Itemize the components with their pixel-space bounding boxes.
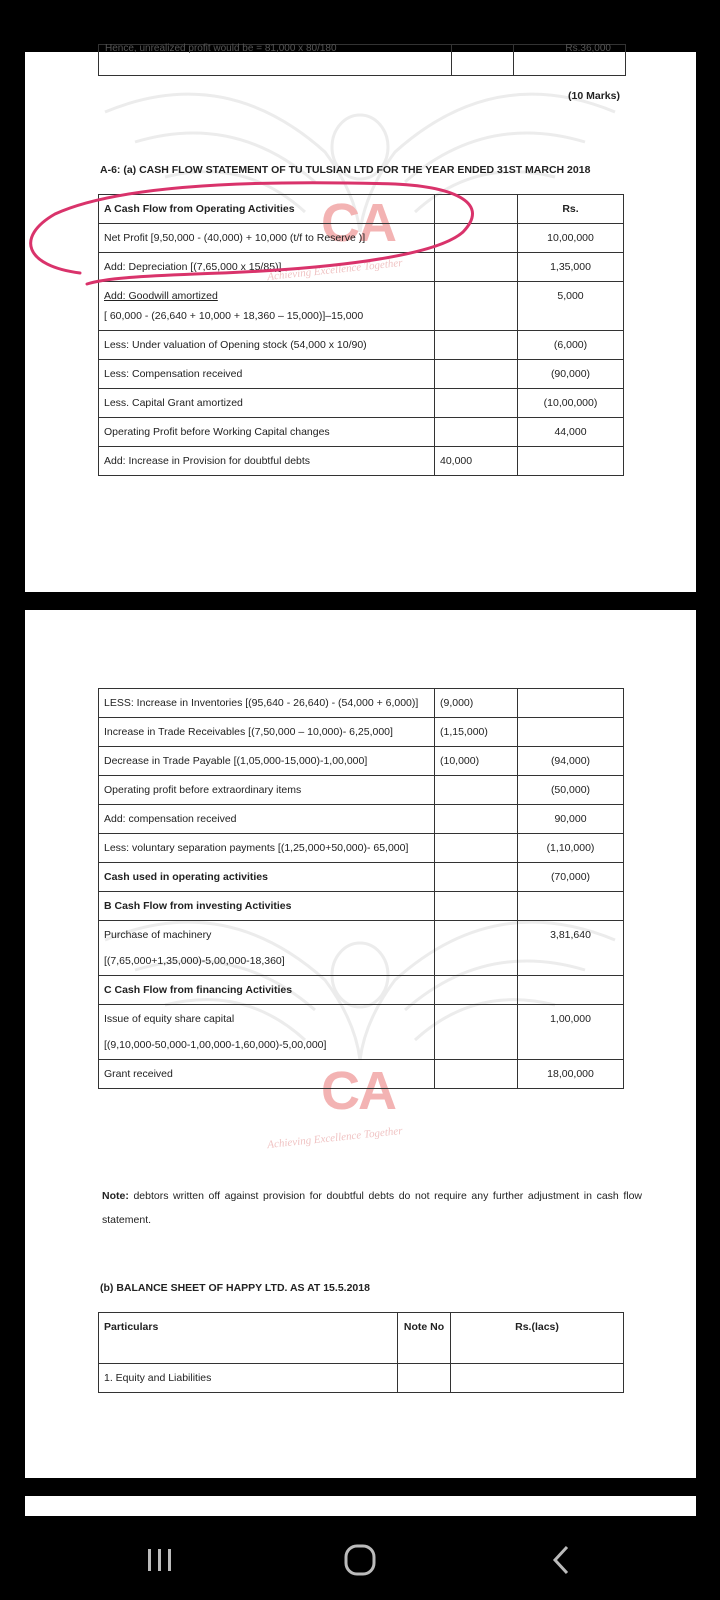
watermark-tagline: Achieving Excellence Together [266,1124,404,1152]
row-description: Net Profit [9,50,000 - (40,000) + 10,000 (t/f to Reserve )] [99,224,435,253]
table-row [99,892,624,921]
unrealized-profit-amount: Rs.36,000 [565,43,611,54]
row-description: Add: Depreciation [(7,65,000 x 15/85)] [99,253,435,282]
row-mid-amount [435,389,518,418]
back-icon [547,1543,577,1577]
table-row [99,1364,624,1393]
row-amount: 1,00,000 [518,1005,624,1060]
note-text: debtors written off against provision for doubtful debts do not require any further adjustment in cash flow statement. [102,1190,642,1226]
row-amount [518,447,624,476]
row-mid-amount: (10,000) [435,747,518,776]
row-mid-amount [435,863,518,892]
watermark-logo: CA [321,1061,395,1121]
back-button[interactable] [532,1538,592,1582]
row-description: C Cash Flow from financing Activities [99,976,435,1005]
row-description: Operating Profit before Working Capital changes [99,418,435,447]
row-description: Less: voluntary separation payments [(1,25,000+50,000)- 65,000] [99,834,435,863]
row-amount: 5,000 [518,282,624,331]
row-mid-amount [435,253,518,282]
row-mid-amount: (9,000) [435,689,518,718]
row-description [99,921,435,976]
row-mid-amount [435,331,518,360]
watermark-tagline: Achieving Excellence Together [266,256,404,284]
table-row [99,447,624,476]
row-amount: 3,81,640 [518,921,624,976]
table-row [99,776,624,805]
row-description: Add: compensation received [99,805,435,834]
row-description: Less. Capital Grant amortized [99,389,435,418]
row-amount: (6,000) [518,331,624,360]
row-mid-amount [435,805,518,834]
row-mid-amount [435,1005,518,1060]
row-description: Grant received [99,1060,435,1089]
table-row [99,418,624,447]
row-mid-amount [435,834,518,863]
note-paragraph [102,1184,642,1232]
home-button[interactable] [330,1538,390,1582]
row-particulars: 1. Equity and Liabilities [99,1364,398,1393]
table-row [99,253,624,282]
row-amount [518,718,624,747]
row-mid-amount: (1,15,000) [435,718,518,747]
document-page-3 [25,1496,696,1516]
row-amount [451,1364,624,1393]
goodwill-calculation: [ 60,000 - (26,640 + 10,000 + 18,360 – 15,000)]–15,000 [104,310,364,322]
row-description: Decrease in Trade Payable [(1,05,000-15,000)-1,00,000] [99,747,435,776]
row-mid-amount: 40,000 [435,447,518,476]
row-mid-amount [435,418,518,447]
row-mid-amount [435,224,518,253]
marks-label: (10 Marks) [568,90,620,102]
table-row [99,805,624,834]
document-page-1 [25,43,696,592]
table-row [99,195,624,224]
row-mid-amount [435,1060,518,1089]
row-amount: (94,000) [518,747,624,776]
header-amount: Rs.(lacs) [451,1313,624,1364]
table-row [99,747,624,776]
unrealized-profit-text: Hence, unrealized profit would be = 81,000 x 80/180 [105,43,337,54]
row-amount: (90,000) [518,360,624,389]
balance-sheet-table [98,1312,624,1393]
row-mid-amount [435,195,518,224]
row-amount: 10,00,000 [518,224,624,253]
equity-issue-calculation: [(9,10,000-50,000-1,00,000-1,60,000)-5,00,000] [104,1039,327,1051]
home-icon [343,1543,377,1577]
recent-apps-button[interactable] [130,1538,190,1582]
table-row [99,863,624,892]
table-row [99,1060,624,1089]
row-amount: 44,000 [518,418,624,447]
row-mid-amount [435,360,518,389]
row-amount [518,892,624,921]
header-particulars: Particulars [99,1313,398,1364]
row-description: Operating profit before extraordinary items [99,776,435,805]
row-amount: Rs. [518,195,624,224]
table-row [99,331,624,360]
equity-issue-label: Issue of equity share capital [104,1013,235,1025]
recent-apps-icon [145,1545,175,1575]
navigation-bar [0,1520,720,1600]
row-amount [518,689,624,718]
balance-sheet-heading: (b) BALANCE SHEET OF HAPPY LTD. AS AT 15.5.2018 [100,1282,370,1294]
row-amount: (10,00,000) [518,389,624,418]
row-description [99,282,435,331]
table-row [99,389,624,418]
table-row [99,1005,624,1060]
table-row [99,718,624,747]
document-page-2 [25,610,696,1478]
cash-flow-heading: A-6: (a) CASH FLOW STATEMENT OF TU TULSIAN LTD FOR THE YEAR ENDED 31ST MARCH 2018 [100,164,591,176]
table-row [99,976,624,1005]
row-mid-amount [435,776,518,805]
row-description: Less: Compensation received [99,360,435,389]
row-mid-amount [435,921,518,976]
row-description [99,1005,435,1060]
row-amount: 18,00,000 [518,1060,624,1089]
row-amount: (1,10,000) [518,834,624,863]
row-description: A Cash Flow from Operating Activities [99,195,435,224]
machinery-calculation: [(7,65,000+1,35,000)-5,00,000-18,360] [104,955,285,967]
row-mid-amount [435,892,518,921]
table-row [99,834,624,863]
table-row [99,360,624,389]
row-amount: 1,35,000 [518,253,624,282]
machinery-label: Purchase of machinery [104,929,212,941]
table-row [99,921,624,976]
row-amount: (70,000) [518,863,624,892]
row-amount: 90,000 [518,805,624,834]
table-row [99,689,624,718]
cash-flow-table-part-2 [98,688,624,1089]
previous-table-row [98,44,626,76]
row-description: Less: Under valuation of Opening stock (54,000 x 10/90) [99,331,435,360]
row-amount [518,976,624,1005]
table-row [99,282,624,331]
table-header-row [99,1313,624,1364]
watermark-logo: CA [321,193,395,253]
row-description: Cash used in operating activities [99,863,435,892]
header-note-no: Note No [398,1313,451,1364]
row-amount: (50,000) [518,776,624,805]
cash-flow-table-part-1 [98,194,624,476]
row-description: Increase in Trade Receivables [(7,50,000 – 10,000)- 6,25,000] [99,718,435,747]
note-label: Note: [102,1190,129,1202]
row-description: B Cash Flow from investing Activities [99,892,435,921]
row-description: Add: Increase in Provision for doubtful debts [99,447,435,476]
goodwill-label: Add: Goodwill amortized [104,290,218,302]
row-description: LESS: Increase in Inventories [(95,640 - 26,640) - (54,000 + 6,000)] [99,689,435,718]
row-mid-amount [435,976,518,1005]
row-mid-amount [435,282,518,331]
table-row [99,224,624,253]
row-note [398,1364,451,1393]
